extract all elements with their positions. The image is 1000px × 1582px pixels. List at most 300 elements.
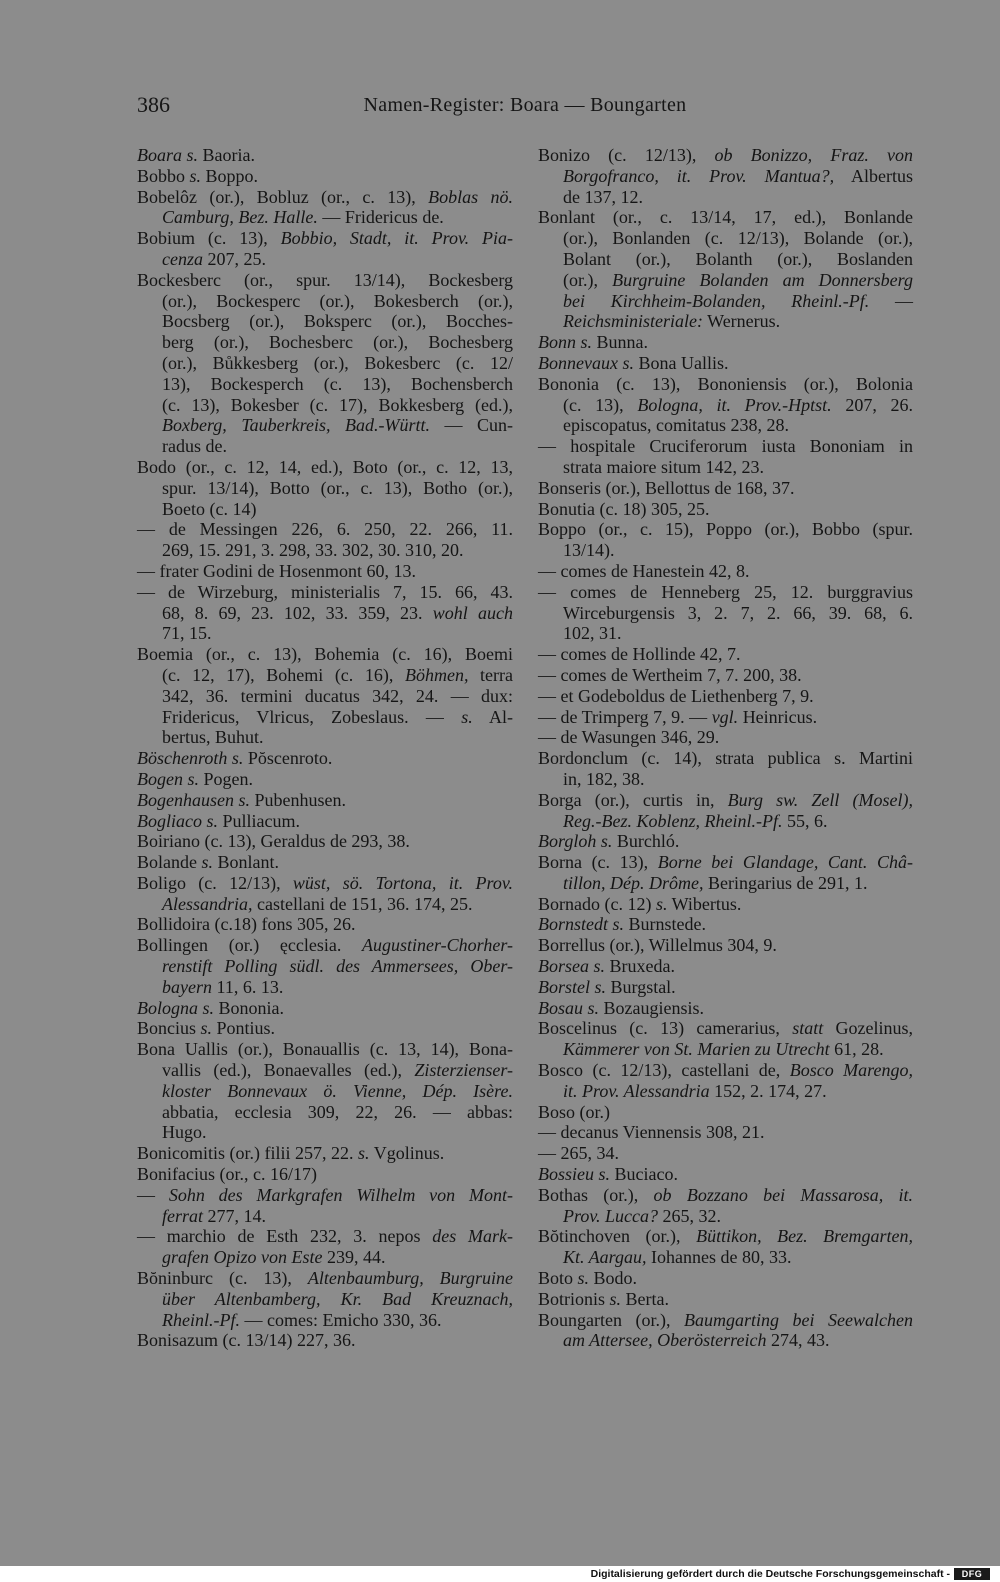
entry-text: Burnstede. [624, 914, 706, 935]
entry-text: Bosco (c. 12/13), castellani de, [538, 1060, 790, 1081]
italic-text: s. [201, 852, 214, 873]
entry-text: Bruxeda. [605, 956, 675, 977]
entry-line [137, 332, 513, 353]
entry-text: — de Trimperg 7, 9. — [538, 706, 712, 727]
entry-text: Bolande [137, 852, 202, 873]
entry-line [137, 873, 513, 894]
entry-text: Bollidoira (c.18) fons 305, 26. [137, 914, 356, 935]
entry-text: Al- [472, 706, 513, 727]
register-entry [538, 935, 913, 956]
entry-text: 207, 26. [831, 394, 913, 415]
entry-text: Botrionis [538, 1288, 610, 1309]
entry-text: Boso (or.) [538, 1101, 610, 1122]
entry-line [538, 686, 913, 707]
entry-text: radus de. [162, 436, 227, 457]
entry-line [538, 1289, 913, 1310]
entry-line [538, 540, 913, 561]
entry-line [538, 457, 913, 478]
register-entry [538, 686, 913, 707]
entry-line [137, 540, 513, 561]
entry-text: 269, 15. 291, 3. 298, 33. 302, 30. 310, 20. [162, 540, 464, 561]
register-entry [538, 790, 913, 832]
entry-line [137, 270, 513, 291]
entry-line [137, 956, 513, 977]
entry-line [538, 228, 913, 249]
entry-text: Bordonclum (c. 14), strata publica s. Martini [538, 748, 913, 769]
entry-text: Bonicomitis (or.) filii 257, 22. [137, 1143, 358, 1164]
entry-text: — frater Godini de Hosenmont 60, 13. [137, 560, 416, 581]
entry-text: strata maiore situm 142, 23. [563, 456, 764, 477]
register-entry [137, 457, 513, 519]
entry-text: Bona Uallis (or.), Bonauallis (c. 13, 14), Bona- [137, 1039, 513, 1060]
entry-line [538, 374, 913, 395]
entry-text: 68, 8. 69, 23. 102, 33. 359, 23. [162, 602, 433, 623]
entry-line [538, 727, 913, 748]
register-entry [137, 852, 513, 873]
italic-text: Kämmerer von St. Marien zu Utrecht [563, 1039, 830, 1060]
entry-line [137, 977, 513, 998]
register-entry [137, 831, 513, 852]
entry-line [538, 1060, 913, 1081]
entry-text: Baoria. [198, 145, 255, 165]
entry-text: Bothas (or.), [538, 1184, 654, 1205]
entry-text: — comes de Hanestein 42, 8. [538, 560, 750, 581]
entry-line [538, 935, 913, 956]
entry-text: Bodo. [589, 1268, 638, 1289]
entry-text: (or.), Bůkkesberg (or.), Bokesberc (c. 12/ [162, 352, 513, 373]
italic-text: Boxberg, Tauberkreis, Bad.-Württ. [162, 415, 430, 436]
entry-text: — 265, 34. [538, 1143, 619, 1164]
entry-text: vallis (ed.), Bonaevalles (ed.), [162, 1060, 415, 1081]
register-entry [137, 1143, 513, 1164]
entry-line [538, 1039, 913, 1060]
entry-text: 265, 32. [657, 1205, 721, 1226]
entry-line [538, 1081, 913, 1102]
entry-line [137, 1185, 513, 1206]
entry-line [137, 519, 513, 540]
entry-text: Iohannes de 80, 33. [646, 1247, 792, 1268]
entry-text: — Cun- [429, 415, 513, 436]
register-entry [538, 956, 913, 977]
register-entry [538, 1185, 913, 1227]
entry-line [137, 582, 513, 603]
entry-line [538, 1143, 913, 1164]
entry-text: spur. 13/14), Botto (or., c. 13), Botho (or.), [162, 477, 513, 498]
entry-text: Bonifacius (or., c. 16/17) [137, 1164, 317, 1185]
italic-text: Büttikon, Bez. Bremgarten, [696, 1226, 913, 1247]
entry-line [538, 353, 913, 374]
entry-text: — Fridericus de. [317, 207, 444, 228]
entry-line [137, 561, 513, 582]
entry-text: Boeto (c. 14) [162, 498, 257, 519]
italic-text: Bossieu s. [538, 1164, 610, 1185]
italic-text: Bogenhausen s. [137, 789, 250, 810]
entry-line [137, 894, 513, 915]
italic-text: Reichsministeriale: [563, 311, 703, 332]
italic-text: Sohn des Markgrafen Wilhelm von Mont- [168, 1184, 513, 1205]
entry-line [137, 499, 513, 520]
register-entry [538, 1164, 913, 1185]
italic-text: Bobbio, Stadt, it. Prov. Pia- [280, 228, 513, 249]
entry-line [137, 748, 513, 769]
entry-text: Bocsberg (or.), Boksperc (or.), Bocches- [162, 311, 513, 332]
register-entry [137, 1268, 513, 1330]
italic-text: Bonn s. [538, 332, 592, 353]
entry-line [137, 166, 513, 187]
entry-text: 11, 6. 13. [211, 976, 284, 997]
register-entry [137, 166, 513, 187]
entry-text: Bozaugiensis. [599, 997, 705, 1018]
entry-text: — de Messingen 226, 6. 250, 22. 266, 11. [137, 519, 513, 540]
italic-text: Borne bei Glandage, Cant. Châ- [657, 852, 913, 873]
entry-line [137, 623, 513, 644]
register-entry [538, 998, 913, 1019]
entry-line [137, 1122, 513, 1143]
register-entry [538, 707, 913, 728]
italic-text: Bogen s. [137, 768, 199, 789]
entry-line [538, 207, 913, 228]
entry-text: — et Godeboldus de Liethenberg 7, 9. [538, 685, 814, 706]
entry-line [137, 603, 513, 624]
register-entry [137, 1164, 513, 1185]
entry-text: Pulliacum. [218, 810, 300, 831]
entry-line [137, 415, 513, 436]
italic-text: Prov. Lucca? [563, 1205, 658, 1226]
entry-line [137, 249, 513, 270]
entry-line [137, 1102, 513, 1123]
entry-text: Bobelôz (or.), Bobluz (or., c. 13), [137, 186, 429, 207]
entry-text: bertus, Buhut. [162, 727, 264, 748]
italic-text: s. [200, 1018, 213, 1039]
entry-line [538, 831, 913, 852]
register-entry [538, 727, 913, 748]
entry-line [137, 686, 513, 707]
page-number: 386 [137, 92, 170, 117]
entry-line [538, 291, 913, 312]
entry-line [137, 1289, 513, 1310]
entry-text: Bockesberc (or., spur. 13/14), Bockesberg [137, 269, 513, 290]
entry-text: Bŏninburc (c. 13), [137, 1268, 308, 1289]
register-entry [538, 914, 913, 935]
entry-line [538, 1122, 913, 1143]
entry-text: Boungarten (or.), [538, 1309, 684, 1330]
entry-text: Boppo. [201, 165, 259, 186]
entry-line [137, 187, 513, 208]
register-entry [137, 1330, 513, 1351]
entry-text: — comes de Hollinde 42, 7. [538, 644, 741, 665]
entry-line [538, 977, 913, 998]
entry-text: Hugo. [162, 1122, 207, 1143]
entry-text: Bollingen (or.) ęcclesia. [137, 935, 363, 956]
entry-line [137, 436, 513, 457]
italic-text: Baumgarting bei Seewalchen [684, 1309, 913, 1330]
register-entry [538, 977, 913, 998]
italic-text: tillon, Dép. Drôme, [563, 872, 704, 893]
register-entry [538, 852, 913, 894]
entry-text: — comes de Henneberg 25, 12. burggravius [538, 581, 913, 602]
italic-text: Borsea s. [538, 956, 605, 977]
entry-line [538, 873, 913, 894]
italic-text: cenza [162, 248, 203, 269]
italic-text: bei Kirchheim-Bolanden, Rheinl.-Pf. [563, 290, 870, 311]
entry-text: — marchio de Esth 232, 3. nepos [137, 1226, 433, 1247]
register-entry [137, 1185, 513, 1227]
entry-line [137, 831, 513, 852]
register-entry [538, 665, 913, 686]
entry-line [538, 1268, 913, 1289]
register-entry [137, 811, 513, 832]
entry-text: Boiriano (c. 13), Geraldus de 293, 38. [137, 831, 410, 852]
register-entry [137, 228, 513, 270]
entry-text: 342, 36. termini ducatus 342, 24. — dux: [162, 685, 513, 706]
entry-line [137, 1164, 513, 1185]
entry-text: 13), Bockesperch (c. 13), Bochensberch [162, 373, 513, 394]
register-entry [137, 935, 513, 997]
italic-text: Bornstedt s. [538, 914, 625, 935]
italic-text: vgl. [711, 706, 739, 727]
entry-text: Bunna. [592, 332, 648, 353]
entry-text: 102, 31. [563, 623, 622, 644]
italic-text: Boblas nö. [428, 186, 513, 207]
entry-line [137, 1039, 513, 1060]
italic-text: Borgloh s. [538, 831, 613, 852]
entry-text: (or.), [563, 269, 613, 290]
entry-text: Burchló. [612, 831, 680, 852]
entry-text: 274, 43. [766, 1330, 830, 1351]
italic-text: s. [189, 165, 202, 186]
running-title: Namen-Register: Boara — Boungarten [363, 94, 687, 116]
italic-text: Kt. Aargau, [563, 1247, 647, 1268]
italic-text: am Attersee, Oberösterreich [563, 1330, 767, 1351]
entry-line [137, 1018, 513, 1039]
entry-text: — comes: Emicho 330, 36. [239, 1309, 442, 1330]
register-entry [538, 436, 913, 478]
entry-text: — de Wirzeburg, ministerialis 7, 15. 66, 43. [137, 581, 513, 602]
entry-text: (c. 12, 17), Bohemi (c. 16), [162, 664, 405, 685]
entry-line [538, 499, 913, 520]
entry-text: — [137, 1184, 169, 1205]
page-header [137, 92, 913, 118]
entry-line [538, 894, 913, 915]
entry-text: Pŏscenroto. [243, 748, 333, 769]
register-entry [137, 519, 513, 561]
entry-text: Gozelinus, [823, 1018, 913, 1039]
entry-line [137, 207, 513, 228]
entry-text: 71, 15. [162, 623, 212, 644]
register-entry [137, 270, 513, 457]
entry-text: Bonisazum (c. 13/14) 227, 36. [137, 1330, 356, 1351]
register-entry [538, 499, 913, 520]
entry-line [538, 582, 913, 603]
entry-text: 13/14). [563, 540, 615, 561]
entry-text: Pontius. [212, 1018, 276, 1039]
entry-line [137, 395, 513, 416]
entry-line [137, 790, 513, 811]
entry-line [137, 665, 513, 686]
entry-line [538, 623, 913, 644]
italic-text: renstift Polling südl. des Ammersees, Ober- [162, 956, 513, 977]
entry-text: Boto [538, 1268, 578, 1289]
register-entry [137, 1039, 513, 1143]
italic-text: Bosco Marengo, [789, 1060, 914, 1081]
entry-line [137, 311, 513, 332]
register-column-right [538, 145, 913, 1351]
entry-text: Albertus [834, 165, 913, 186]
entry-line [538, 852, 913, 873]
entry-text: Wernerus. [702, 311, 781, 332]
register-entry [538, 519, 913, 561]
entry-text: Boemia (or., c. 13), Bohemia (c. 16), Boemi [137, 644, 513, 665]
entry-text: Buciaco. [610, 1164, 678, 1185]
italic-text: Boara s. [137, 145, 199, 165]
entry-text: Bornado (c. 12) [538, 893, 656, 914]
entry-line [538, 436, 913, 457]
entry-line [538, 707, 913, 728]
italic-text: s. [609, 1288, 622, 1309]
entry-line [538, 519, 913, 540]
entry-text: Pogen. [199, 768, 253, 789]
register-entry [137, 582, 513, 644]
entry-text: (or.), Bonlanden (c. 12/13), Bolande (or.), [563, 228, 913, 249]
register-entry [538, 582, 913, 644]
italic-text: Reg.-Bez. Koblenz, Rheinl.-Pf. [563, 810, 783, 831]
italic-text: wohl auch [432, 602, 513, 623]
italic-text: bayern [162, 976, 212, 997]
register-entry [538, 1102, 913, 1123]
register-entry [538, 1226, 913, 1268]
register-entry [538, 1060, 913, 1102]
footer-bar [0, 1566, 1000, 1582]
italic-text: Bosau s. [538, 997, 600, 1018]
entry-text: de 137, 12. [563, 186, 643, 207]
entry-line [137, 1310, 513, 1331]
entry-line [137, 228, 513, 249]
entry-line [137, 769, 513, 790]
entry-text: Wirceburgensis 3, 2. 7, 2. 66, 39. 68, 6. [563, 602, 913, 623]
entry-text: Wibertus. [667, 893, 742, 914]
italic-text: Augustiner-Chorher- [362, 935, 513, 956]
entry-line [137, 1247, 513, 1268]
italic-text: s. [358, 1143, 370, 1164]
register-entry [538, 831, 913, 852]
entry-line [137, 811, 513, 832]
entry-text: 207, 25. [202, 248, 266, 269]
entry-text: Bobbo [137, 165, 190, 186]
entry-line [538, 790, 913, 811]
register-entry [538, 1122, 913, 1143]
entry-text: Bŏtinchoven (or.), [538, 1226, 697, 1247]
register-entry [538, 1310, 913, 1352]
entry-text: berg (or.), Bochesberc (or.), Bochesberg [162, 332, 513, 353]
entry-line [538, 249, 913, 270]
entry-text: episcopatus, comitatus 238, 28. [563, 415, 789, 436]
entry-line [538, 1102, 913, 1123]
entry-text: Fridericus, Vlricus, Zobeslaus. — [162, 706, 462, 727]
entry-text: — comes de Wertheim 7, 7. 200, 38. [538, 664, 802, 685]
entry-text: Bobium (c. 13), [137, 228, 281, 249]
register-entry [137, 1018, 513, 1039]
entry-text: Heinricus. [738, 706, 818, 727]
entry-line [538, 1330, 913, 1351]
entry-text: Bononia. [214, 997, 285, 1018]
entry-line [538, 811, 913, 832]
register-entry [137, 998, 513, 1019]
italic-text: Böschenroth s. [137, 748, 244, 769]
entry-text: Pubenhusen. [249, 789, 346, 810]
register-entry [137, 914, 513, 935]
register-entry [137, 644, 513, 748]
entry-line [538, 561, 913, 582]
italic-text: s. [461, 706, 473, 727]
entry-line [538, 1247, 913, 1268]
entry-line [137, 727, 513, 748]
entry-line [538, 415, 913, 436]
italic-text: des Mark- [432, 1226, 513, 1247]
register-entry [137, 1226, 513, 1268]
register-entry [538, 1289, 913, 1310]
entry-text: Vgolinus. [369, 1143, 445, 1164]
entry-line [538, 1164, 913, 1185]
register-entry [137, 187, 513, 229]
italic-text: Burgruine Bolanden am Donnersberg [612, 269, 913, 290]
register-entry [538, 374, 913, 436]
entry-line [137, 353, 513, 374]
entry-line [137, 1330, 513, 1351]
italic-text: Altenbaumburg, Burgruine [307, 1268, 513, 1289]
register-entry [538, 561, 913, 582]
entry-text: Boscelinus (c. 13) camerarius, [538, 1018, 793, 1039]
entry-text: — hospitale Cruciferorum iusta Bononiam in [538, 436, 913, 457]
entry-text: 277, 14. [203, 1205, 267, 1226]
entry-line [137, 1226, 513, 1247]
entry-line [538, 1185, 913, 1206]
entry-text: Boppo (or., c. 15), Poppo (or.), Bobbo (spur. [538, 519, 913, 540]
entry-text: Bonlant (or., c. 13/14, 17, ed.), Bonlande [538, 207, 913, 228]
entry-text: Bona Uallis. [633, 352, 729, 373]
italic-text: Borstel s. [538, 976, 607, 997]
italic-text: Zisterzienser- [414, 1060, 513, 1081]
entry-line [538, 956, 913, 977]
register-entry [538, 1018, 913, 1060]
entry-text: 152, 2. 174, 27. [709, 1080, 827, 1101]
italic-text: s. [655, 893, 668, 914]
register-entry [538, 644, 913, 665]
register-entry [137, 145, 513, 166]
funding-notice: Digitalisierung gefördert durch die Deutsche Forschungsgemeinschaft - [590, 1568, 950, 1580]
italic-text: Bonnevaux s. [538, 352, 634, 373]
entry-text: Borna (c. 13), [538, 852, 658, 873]
entry-line [137, 374, 513, 395]
entry-line [538, 270, 913, 291]
entry-line [538, 332, 913, 353]
entry-text: (or.), Bockesperc (or.), Bokesberch (or.), [162, 290, 513, 311]
entry-line [538, 769, 913, 790]
italic-text: Rheinl.-Pf. [162, 1309, 240, 1330]
register-entry [538, 478, 913, 499]
register-column-left [137, 145, 513, 1351]
register-entry [538, 1143, 913, 1164]
entry-text: Beringarius de 291, 1. [703, 872, 868, 893]
entry-text: Berta. [621, 1288, 670, 1309]
entry-line [538, 145, 913, 166]
register-entry [137, 790, 513, 811]
entry-line [538, 166, 913, 187]
entry-line [538, 395, 913, 416]
italic-text: wüst, sö. Tortona, it. Prov. [292, 872, 513, 893]
entry-line [137, 145, 513, 166]
entry-line [538, 1206, 913, 1227]
entry-line [538, 603, 913, 624]
